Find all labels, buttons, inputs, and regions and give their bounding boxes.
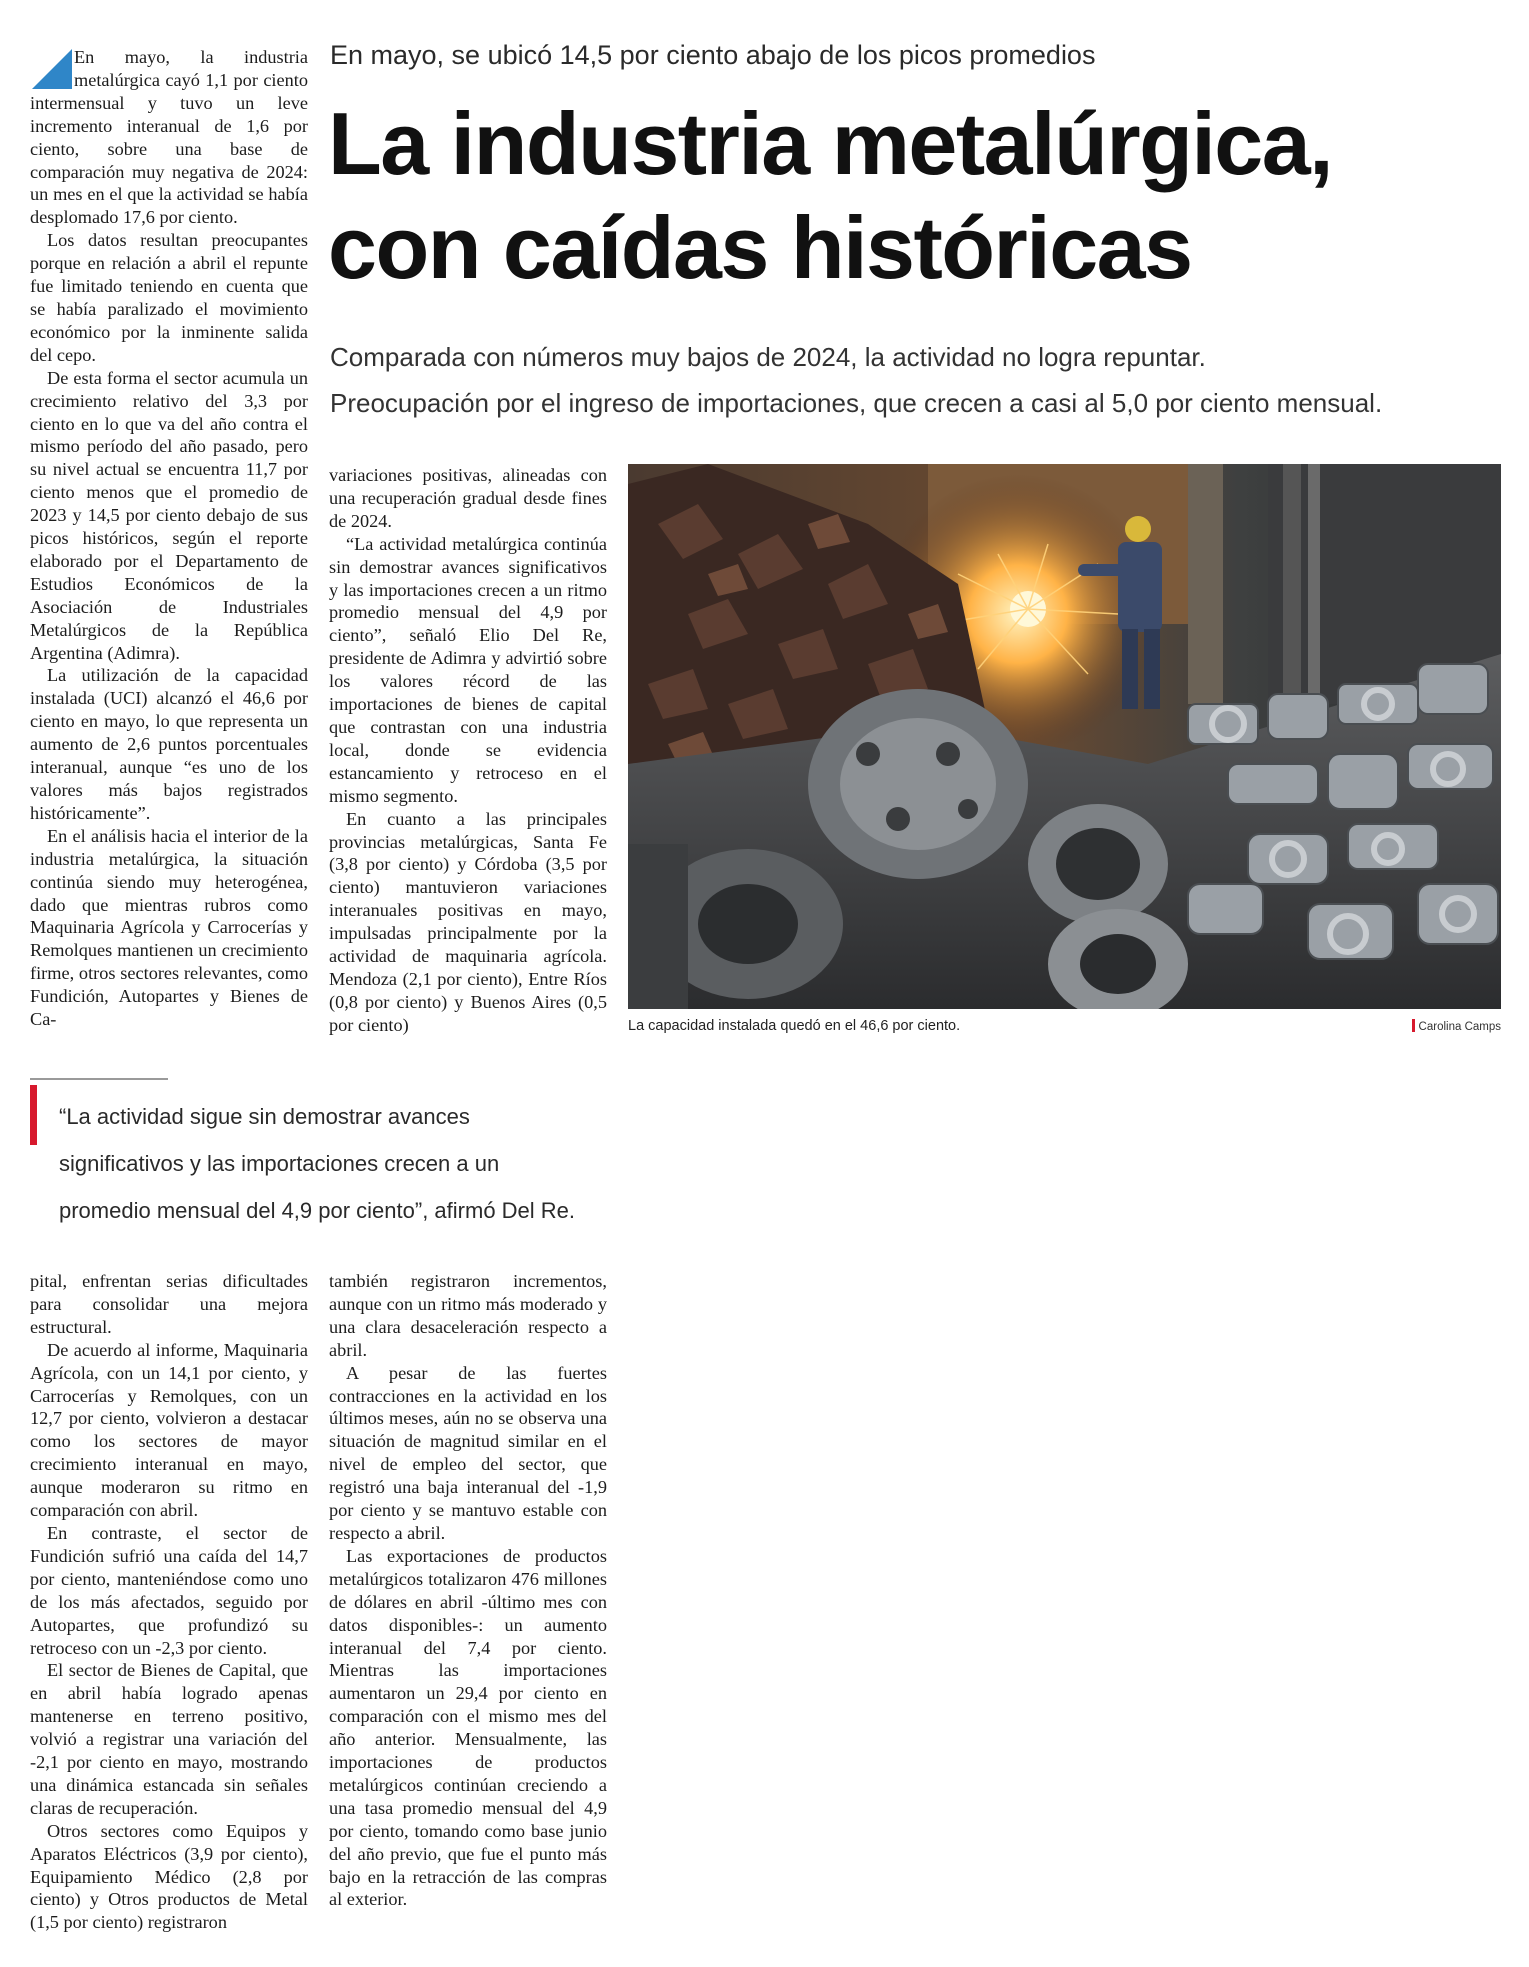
- paragraph: La utilización de la capacidad instalada (UCI) alcanzó el 46,6 por ciento en mayo, lo que representa un aumento de 2,6 puntos porcentuales interanual, aunque “es uno de los valores más bajos registrados históricamente”.: [30, 665, 308, 823]
- article-column-3: [30, 1270, 308, 1934]
- paragraph: En cuanto a las principales provincias metalúrgicas, Santa Fe (3,8 por ciento) y Córdoba (3,5 por ciento) mantuvieron variaciones interanuales positivas en mayo, impulsadas principalmente por la actividad de maquinaria agrícola. Mendoza (2,1 por ciento), Entre Ríos (0,8 por ciento) y Buenos Aires (0,5 por ciento): [329, 808, 607, 1035]
- subhead-line-1: Comparada con números muy bajos de 2024, la actividad no logra repuntar.: [330, 342, 1206, 372]
- paragraph: “La actividad metalúrgica continúa sin demostrar avances significativos y las importaciones crecen a un ritmo promedio mensual del 4,9 por ciento”, señaló Elio Del Re, presidente de Adimra y advirtió sobre los valores récord de las importaciones de bienes de capital que contrastan con una industria local, donde se evidencia estancamiento y retroceso en el mismo segmento.: [329, 533, 607, 806]
- paragraph: también registraron incrementos, aunque con un ritmo más moderado y una clara desaceleración respecto a abril.: [329, 1271, 607, 1360]
- article-column-2: [329, 464, 607, 1037]
- paragraph: A pesar de las fuertes contracciones en la actividad en los últimos meses, aún no se observa una situación de magnitud similar en el nivel de empleo del sector, que registró una baja interanual del -1,9 por ciento y se mantuvo estable con respecto a abril.: [329, 1362, 607, 1543]
- foundry-photo-image: [628, 464, 1501, 1009]
- paragraph: En mayo, la industria metalúrgica cayó 1,1 por ciento intermensual y tuvo un leve incremento interanual de 1,6 por ciento, sobre una base de comparación muy negativa de 2024: un mes en el que la actividad se había desplomado 17,6 por ciento.: [30, 47, 308, 228]
- paragraph: Otros sectores como Equipos y Aparatos Eléctricos (3,9 por ciento), Equipamiento Médico (2,8 por ciento) y Otros productos de Metal (1,5 por ciento) registraron: [30, 1820, 308, 1933]
- headline-line-1: La industria metalúrgica,: [328, 94, 1333, 193]
- paragraph: Los datos resultan preocupantes porque en relación a abril el repunte fue limitado teniendo en cuenta que se había paralizado el movimiento económico por la inminente salida del cepo.: [30, 230, 308, 365]
- paragraph: De esta forma el sector acumula un crecimiento relativo del 3,3 por ciento en lo que va del año contra el mismo período del año pasado, pero su nivel actual se encuentra 11,7 por ciento menos que el promedio de 2023 y 14,5 por ciento debajo de sus picos históricos, según el reporte elaborado por el Departamento de Estudios Económicos de la Asociación de Industriales Metalúrgicos de la República Argentina (Adimra).: [30, 367, 308, 663]
- subhead-line-2: Preocupación por el ingreso de importaciones, que crecen a casi al 5,0 por ciento mensual.: [330, 388, 1383, 418]
- paragraph: En contraste, el sector de Fundición sufrió una caída del 14,7 por ciento, manteniéndose como uno de los más afectados, seguido por Autopartes, que profundizó su retroceso con un -2,3 por ciento.: [30, 1522, 308, 1658]
- credit-marker: [1412, 1019, 1415, 1032]
- photo-caption: La capacidad instalada quedó en el 46,6 por ciento.: [628, 1018, 961, 1034]
- pullquote-line-1: “La actividad sigue sin demostrar avances: [59, 1104, 470, 1129]
- photo-credit: [1404, 1019, 1501, 1033]
- subhead: [330, 334, 1500, 426]
- headline-line-2: con caídas históricas: [328, 198, 1192, 297]
- article-column-4: [329, 1270, 607, 1911]
- paragraph: pital, enfrentan serias dificultades para consolidar una mejora estructural.: [30, 1271, 308, 1337]
- foreground-gear: [808, 689, 1028, 879]
- pullquote-line-3: promedio mensual del 4,9 por ciento”, afirmó Del Re.: [59, 1198, 576, 1223]
- pullquote: [59, 1093, 619, 1234]
- pullquote-line-2: significativos y las importaciones crecen a un: [59, 1151, 500, 1176]
- paragraph: En el análisis hacia el interior de la industria metalúrgica, la situación continúa siendo muy heterogénea, dado que mientras rubros como Maquinaria Agrícola y Carrocerías y Remolques mantienen un crecimiento firme, otros sectores relevantes, como Fundición, Autopartes y Bienes de Ca-: [30, 825, 308, 1030]
- photo-credit-name: Carolina Camps: [1418, 1021, 1501, 1033]
- paragraph: Las exportaciones de productos metalúrgicos totalizaron 476 millones de dólares en abril -último mes con datos disponibles-: un aumento interanual del 7,4 por ciento. Mientras las importaciones aumentaron un 29,4 por ciento en comparación con el mismo mes del año anterior. Mensualmente, las importaciones de productos metalúrgicos continúan creciendo a una tasa promedio mensual del 4,9 por ciento, tomando como base junio del año previo, que fue el punto más bajo en la retracción de las compras al exterior.: [329, 1545, 607, 1910]
- article-photo: [628, 464, 1501, 1009]
- kicker: En mayo, se ubicó 14,5 por ciento abajo de los picos promedios: [330, 40, 1096, 70]
- pullquote-rule: [30, 1078, 168, 1080]
- paragraph: El sector de Bienes de Capital, que en abril había logrado apenas mantenerse en terreno positivo, volvió a registrar una variación del -2,1 por ciento en mayo, mostrando una dinámica estancada sin señales claras de recuperación.: [30, 1660, 308, 1818]
- article-column-1: [30, 46, 308, 1031]
- paragraph: De acuerdo al informe, Maquinaria Agrícola, con un 14,1 por ciento, y Carrocerías y Remolques, con un 12,7 por ciento, volvieron a destacar como los sectores de mayor crecimiento interanual en mayo, aunque moderaron su ritmo en comparación con abril.: [30, 1339, 308, 1521]
- paragraph: variaciones positivas, alineadas con una recuperación gradual desde fines de 2024.: [329, 465, 607, 531]
- pullquote-accent-bar: [30, 1085, 37, 1145]
- headline: [328, 92, 1508, 300]
